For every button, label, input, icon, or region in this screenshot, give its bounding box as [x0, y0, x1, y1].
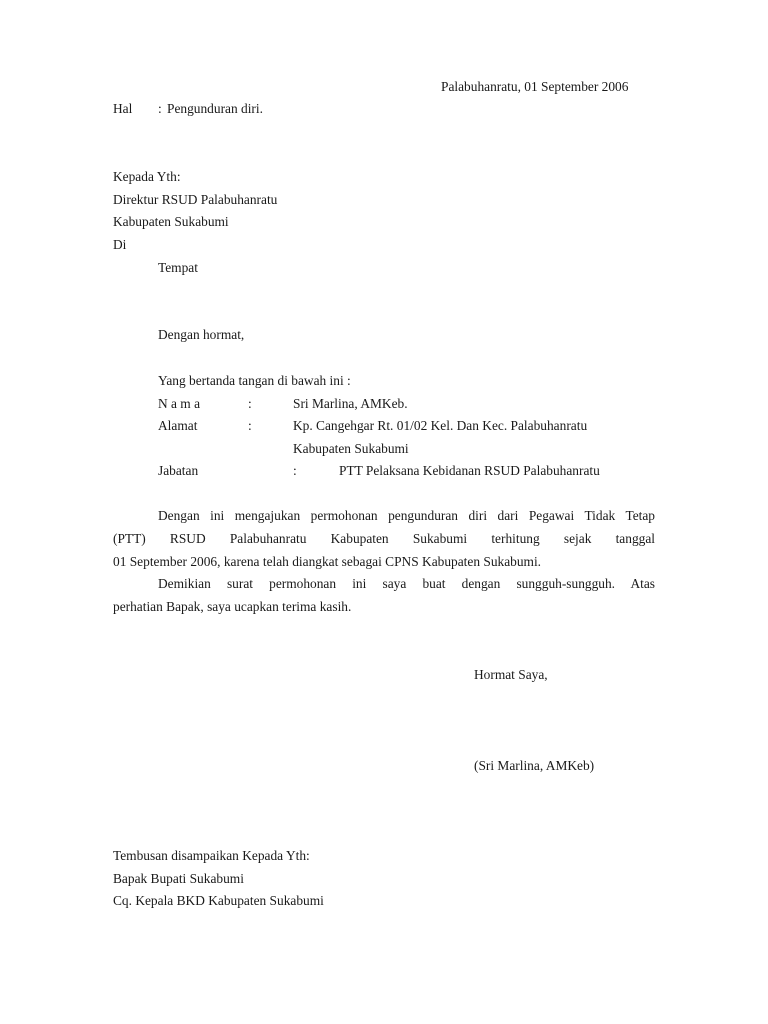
position-separator: : — [293, 463, 297, 478]
intro-line: Yang bertanda tangan di bawah ini : — [158, 373, 351, 388]
addressee-line: Kabupaten Sukabumi — [113, 214, 229, 229]
subject-value: Pengunduran diri. — [167, 101, 263, 116]
signature-name: (Sri Marlina, AMKeb) — [474, 758, 595, 773]
name-separator: : — [248, 396, 252, 411]
addressee-line: Kepada Yth: — [113, 169, 181, 184]
position-label: Jabatan — [158, 463, 199, 478]
greeting: Dengan hormat, — [158, 327, 245, 342]
address-label: Alamat — [158, 418, 198, 433]
addressee-line: Di — [113, 237, 127, 252]
body-paragraph-line: 01 September 2006, karena telah diangkat sebagai CPNS Kabupaten Sukabumi. — [113, 554, 542, 569]
name-label: N a m a — [158, 396, 201, 411]
subject-separator: : — [158, 101, 162, 116]
body-paragraph-line: (PTT) RSUD Palabuhanratu Kabupaten Sukabumi terhitung sejak tanggal — [113, 531, 655, 546]
addressee-line: Direktur RSUD Palabuhanratu — [113, 192, 278, 207]
place-date: Palabuhanratu, 01 September 2006 — [441, 79, 629, 94]
cc-line: Bapak Bupati Sukabumi — [113, 871, 244, 886]
body-paragraph-line: Dengan ini mengajukan permohonan pengunduran diri dari Pegawai Tidak Tetap — [158, 508, 655, 523]
body-paragraph-line: perhatian Bapak, saya ucapkan terima kasih. — [113, 599, 352, 614]
address-value: Kp. Cangehgar Rt. 01/02 Kel. Dan Kec. Palabuhanratu — [293, 418, 588, 433]
cc-line: Cq. Kepala BKD Kabupaten Sukabumi — [113, 893, 324, 908]
addressee-line: Tempat — [158, 260, 198, 275]
subject-label: Hal — [113, 101, 133, 116]
position-value: PTT Pelaksana Kebidanan RSUD Palabuhanratu — [339, 463, 600, 478]
body-paragraph-line: Demikian surat permohonan ini saya buat dengan sungguh-sungguh. Atas — [158, 576, 655, 591]
cc-line: Tembusan disampaikan Kepada Yth: — [113, 848, 310, 863]
closing: Hormat Saya, — [474, 667, 548, 682]
address-value-continued: Kabupaten Sukabumi — [293, 441, 409, 456]
address-separator: : — [248, 418, 252, 433]
name-value: Sri Marlina, AMKeb. — [293, 396, 408, 411]
